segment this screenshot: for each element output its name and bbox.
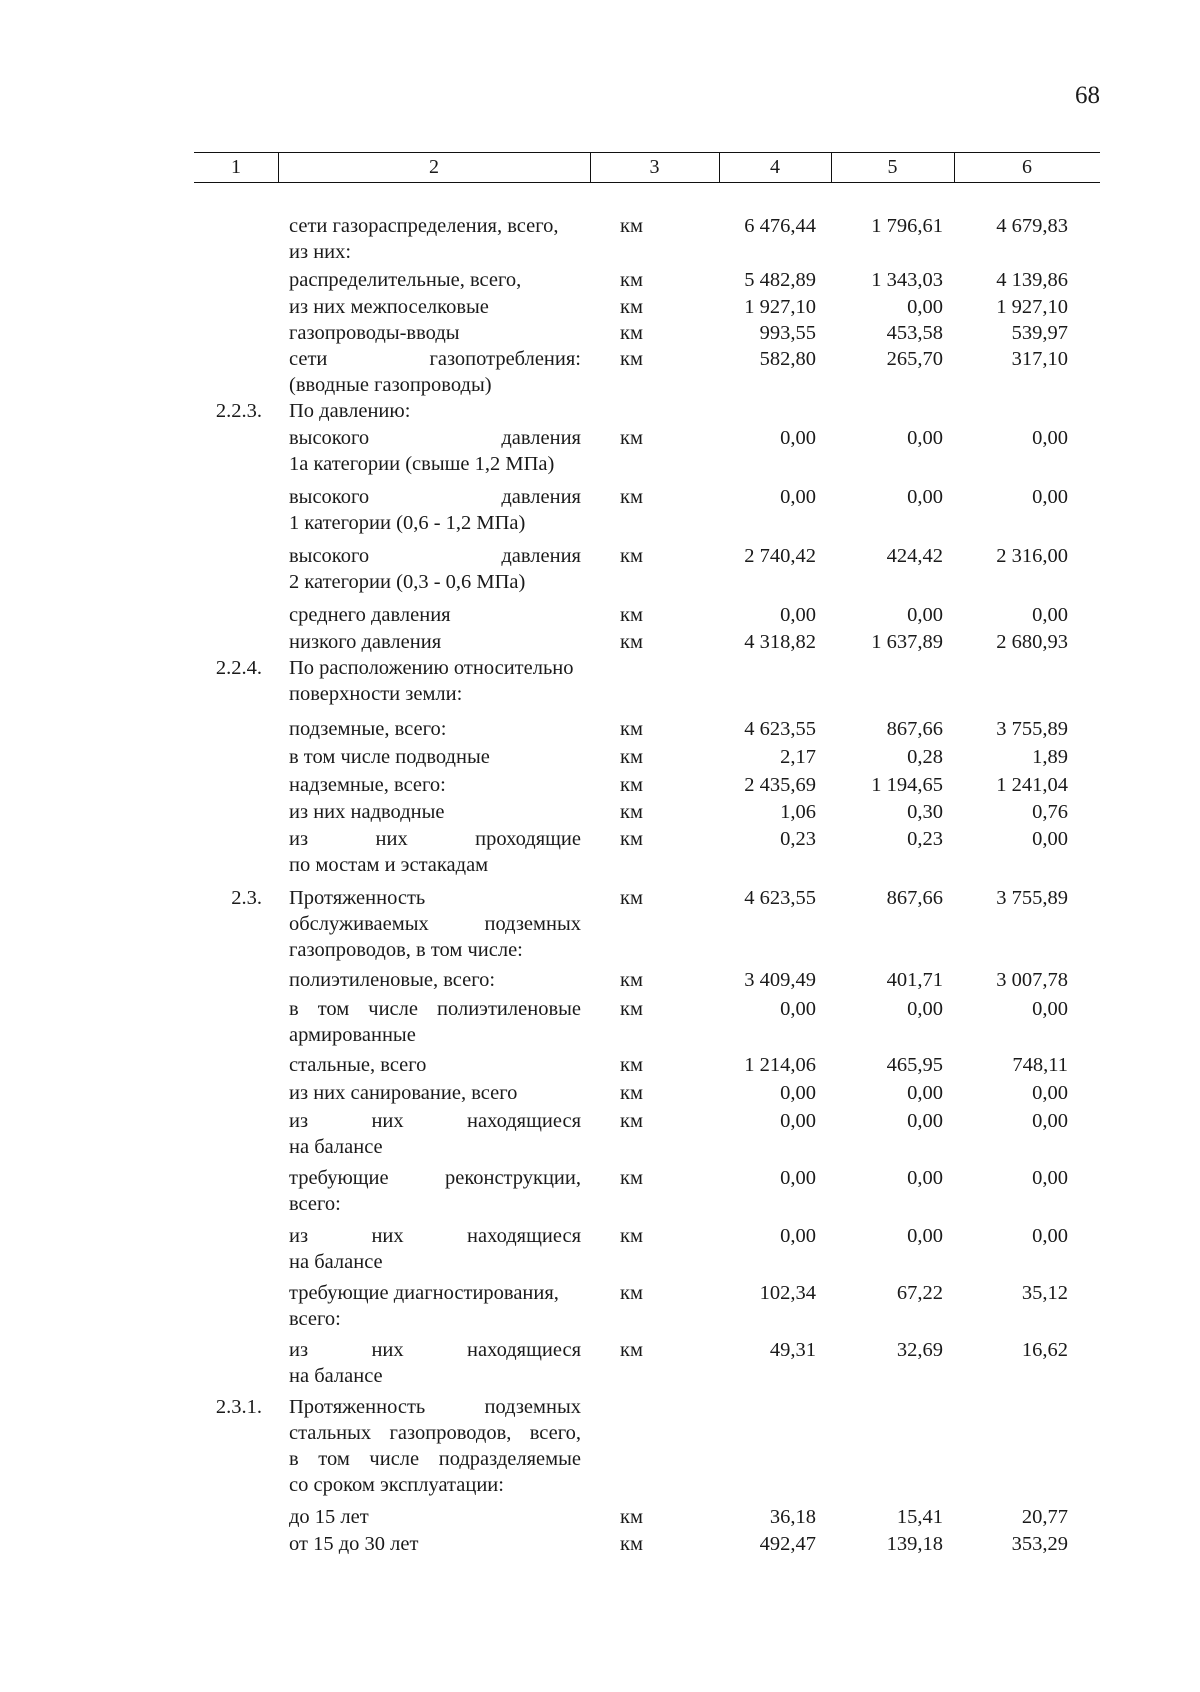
unit-cell: км	[620, 1533, 643, 1555]
value-col-6: 3 007,78	[996, 969, 1068, 991]
unit-cell: км	[620, 545, 643, 567]
value-col-6: 3 755,89	[996, 718, 1068, 740]
value-col-6: 539,97	[1011, 322, 1068, 344]
row-label-line: высокого давления	[289, 427, 581, 449]
row-label	[289, 716, 581, 742]
row-label-line: со сроком эксплуатации:	[289, 1474, 504, 1496]
unit-cell: км	[620, 486, 643, 508]
value-col-6: 0,00	[1032, 604, 1068, 626]
value-col-6: 20,77	[1021, 1506, 1068, 1528]
value-col-6: 0,00	[1032, 427, 1068, 449]
section-number: 2.3.	[231, 887, 262, 909]
row-label-line: всего:	[289, 1193, 341, 1215]
value-col-4: 2,17	[780, 746, 816, 768]
value-col-4: 4 623,55	[744, 718, 816, 740]
value-col-6: 0,00	[1032, 1082, 1068, 1104]
value-col-6: 0,00	[1032, 1110, 1068, 1132]
row-label-line: Протяженность подземных	[289, 1396, 581, 1418]
value-col-4: 2 740,42	[744, 545, 816, 567]
value-col-5: 424,42	[886, 545, 943, 567]
row-label-line: 1а категории (свыше 1,2 МПа)	[289, 453, 555, 475]
value-col-5: 32,69	[896, 1339, 943, 1361]
row-label-line: на балансе	[289, 1365, 383, 1387]
unit-cell: км	[620, 1054, 643, 1076]
value-col-5: 1 796,61	[871, 215, 943, 237]
value-col-4: 1 927,10	[744, 296, 816, 318]
page-number: 68	[1075, 82, 1100, 109]
row-label-line: 2 категории (0,3 - 0,6 МПа)	[289, 571, 526, 593]
section-number: 2.3.1.	[215, 1396, 262, 1418]
unit-cell: км	[620, 1339, 643, 1361]
row-label	[289, 602, 581, 628]
value-col-6: 0,76	[1032, 801, 1068, 823]
value-col-5: 0,00	[907, 604, 943, 626]
value-col-5: 139,18	[886, 1533, 943, 1555]
row-label-line: высокого давления	[289, 545, 581, 567]
row-label-line: надземные, всего:	[289, 774, 446, 796]
value-col-4: 0,00	[780, 1225, 816, 1247]
unit-cell: км	[620, 322, 643, 344]
value-col-6: 0,00	[1032, 1167, 1068, 1189]
row-label	[289, 772, 581, 798]
row-label-line: по мостам и эстакадам	[289, 854, 489, 876]
row-label-line: сети газопотребления:	[289, 348, 581, 370]
unit-cell: км	[620, 887, 643, 909]
row-label	[289, 1080, 581, 1106]
row-label	[289, 799, 581, 825]
value-col-5: 0,00	[907, 998, 943, 1020]
row-label-line: подземные, всего:	[289, 718, 447, 740]
value-col-6: 1 241,04	[996, 774, 1068, 796]
unit-cell: км	[620, 969, 643, 991]
value-col-5: 1 343,03	[871, 269, 943, 291]
row-label-line: Протяженность	[289, 887, 426, 909]
unit-cell: км	[620, 296, 643, 318]
value-col-4: 6 476,44	[744, 215, 816, 237]
value-col-5: 465,95	[886, 1054, 943, 1076]
value-col-5: 15,41	[896, 1506, 943, 1528]
row-label-line: всего:	[289, 1308, 341, 1330]
unit-cell: км	[620, 1225, 643, 1247]
header-col-3: 3	[590, 153, 720, 182]
unit-cell: км	[620, 1506, 643, 1528]
section-number: 2.2.3.	[215, 400, 262, 422]
value-col-5: 0,00	[907, 1110, 943, 1132]
value-col-6: 16,62	[1021, 1339, 1068, 1361]
row-label-line: По расположению относительно	[289, 657, 574, 679]
unit-cell: км	[620, 631, 643, 653]
value-col-6: 353,29	[1011, 1533, 1068, 1555]
row-label-line: из них находящиеся	[289, 1110, 581, 1132]
section-number: 2.2.4.	[215, 657, 262, 679]
value-col-5: 0,00	[907, 486, 943, 508]
value-col-5: 401,71	[886, 969, 943, 991]
value-col-6: 317,10	[1011, 348, 1068, 370]
row-label-line: высокого давления	[289, 486, 581, 508]
unit-cell: км	[620, 604, 643, 626]
row-label	[289, 967, 581, 993]
row-label	[289, 1165, 581, 1217]
row-label-line: требующие диагностирования,	[289, 1282, 559, 1304]
value-col-4: 4 623,55	[744, 887, 816, 909]
header-col-5: 5	[831, 153, 955, 182]
value-col-4: 0,00	[780, 604, 816, 626]
value-col-5: 453,58	[886, 322, 943, 344]
value-col-5: 0,00	[907, 1082, 943, 1104]
row-label-line: обслуживаемых подземных	[289, 913, 581, 935]
value-col-6: 0,00	[1032, 998, 1068, 1020]
row-label	[289, 1223, 581, 1275]
value-col-4: 0,00	[780, 427, 816, 449]
row-label-line: среднего давления	[289, 604, 451, 626]
value-col-4: 0,00	[780, 1167, 816, 1189]
value-col-4: 0,00	[780, 1110, 816, 1132]
value-col-4: 4 318,82	[744, 631, 816, 653]
value-col-6: 3 755,89	[996, 887, 1068, 909]
row-label	[289, 885, 581, 963]
unit-cell: км	[620, 998, 643, 1020]
row-label-line: из них:	[289, 241, 352, 263]
value-col-4: 492,47	[759, 1533, 816, 1555]
value-col-6: 0,00	[1032, 828, 1068, 850]
value-col-4: 2 435,69	[744, 774, 816, 796]
row-label	[289, 1052, 581, 1078]
row-label-line: сети газораспределения, всего,	[289, 215, 559, 237]
value-col-5: 0,30	[907, 801, 943, 823]
row-label-line: газопроводов, в том числе:	[289, 939, 523, 961]
header-col-2: 2	[278, 153, 591, 182]
value-col-6: 1 927,10	[996, 296, 1068, 318]
value-col-4: 1 214,06	[744, 1054, 816, 1076]
row-label	[289, 826, 581, 878]
unit-cell: км	[620, 1110, 643, 1132]
value-col-4: 0,00	[780, 1082, 816, 1104]
value-col-6: 748,11	[1012, 1054, 1068, 1076]
row-label-line: стальных газопроводов, всего,	[289, 1422, 581, 1444]
value-col-6: 2 680,93	[996, 631, 1068, 653]
row-label-line: в том числе полиэтиленовые	[289, 998, 581, 1020]
value-col-6: 1,89	[1032, 746, 1068, 768]
row-label	[289, 1504, 581, 1530]
row-label-line: 1 категории (0,6 - 1,2 МПа)	[289, 512, 526, 534]
row-label-line: из них проходящие	[289, 828, 581, 850]
value-col-6: 0,00	[1032, 486, 1068, 508]
value-col-4: 5 482,89	[744, 269, 816, 291]
row-label	[289, 213, 581, 265]
unit-cell: км	[620, 269, 643, 291]
value-col-6: 2 316,00	[996, 545, 1068, 567]
value-col-6: 0,00	[1032, 1225, 1068, 1247]
row-label-line: из них межпоселковые	[289, 296, 489, 318]
row-label-line: на балансе	[289, 1251, 383, 1273]
unit-cell: км	[620, 1282, 643, 1304]
value-col-4: 0,23	[780, 828, 816, 850]
row-label	[289, 294, 581, 320]
row-label	[289, 346, 581, 398]
row-label-line: до 15 лет	[289, 1506, 369, 1528]
value-col-5: 67,22	[896, 1282, 943, 1304]
unit-cell: км	[620, 1082, 643, 1104]
row-label	[289, 398, 581, 424]
value-col-5: 0,28	[907, 746, 943, 768]
header-col-1: 1	[194, 153, 279, 182]
row-label	[289, 655, 581, 707]
value-col-6: 4 139,86	[996, 269, 1068, 291]
unit-cell: км	[620, 801, 643, 823]
value-col-5: 0,00	[907, 1167, 943, 1189]
value-col-4: 36,18	[769, 1506, 816, 1528]
row-label-line: из них находящиеся	[289, 1339, 581, 1361]
value-col-5: 0,00	[907, 1225, 943, 1247]
row-label-line: полиэтиленовые, всего:	[289, 969, 496, 991]
row-label	[289, 1337, 581, 1389]
unit-cell: км	[620, 348, 643, 370]
value-col-4: 0,00	[780, 486, 816, 508]
row-label	[289, 629, 581, 655]
unit-cell: км	[620, 828, 643, 850]
value-col-6: 35,12	[1021, 1282, 1068, 1304]
row-label-line: в том числе подводные	[289, 746, 490, 768]
value-col-5: 867,66	[886, 718, 943, 740]
value-col-5: 0,23	[907, 828, 943, 850]
header-col-4: 4	[719, 153, 832, 182]
row-label-line: армированные	[289, 1024, 416, 1046]
row-label-line: на балансе	[289, 1136, 383, 1158]
row-label-line: По давлению:	[289, 400, 411, 422]
value-col-4: 102,34	[759, 1282, 816, 1304]
value-col-4: 582,80	[759, 348, 816, 370]
row-label-line: из них надводные	[289, 801, 445, 823]
unit-cell: км	[620, 718, 643, 740]
value-col-4: 1,06	[780, 801, 816, 823]
row-label	[289, 1108, 581, 1160]
value-col-4: 0,00	[780, 998, 816, 1020]
row-label-line: низкого давления	[289, 631, 442, 653]
row-label	[289, 744, 581, 770]
row-label-line: в том числе подразделяемые	[289, 1448, 581, 1470]
unit-cell: км	[620, 1167, 643, 1189]
row-label-line: требующие реконструкции,	[289, 1167, 581, 1189]
row-label-line: из них находящиеся	[289, 1225, 581, 1247]
row-label	[289, 996, 581, 1048]
row-label	[289, 1280, 581, 1332]
value-col-5: 0,00	[907, 296, 943, 318]
value-col-4: 993,55	[759, 322, 816, 344]
row-label-line: стальные, всего	[289, 1054, 427, 1076]
row-label-line: поверхности земли:	[289, 683, 463, 705]
unit-cell: км	[620, 746, 643, 768]
row-label-line: газопроводы-вводы	[289, 322, 460, 344]
value-col-6: 4 679,83	[996, 215, 1068, 237]
row-label-line: распределительные, всего,	[289, 269, 522, 291]
row-label	[289, 1394, 581, 1498]
value-col-4: 49,31	[769, 1339, 816, 1361]
row-label	[289, 267, 581, 293]
value-col-5: 1 194,65	[871, 774, 943, 796]
value-col-4: 3 409,49	[744, 969, 816, 991]
row-label	[289, 425, 581, 477]
value-col-5: 265,70	[886, 348, 943, 370]
row-label	[289, 1531, 581, 1557]
row-label-line: из них санирование, всего	[289, 1082, 518, 1104]
unit-cell: км	[620, 774, 643, 796]
row-label	[289, 320, 581, 346]
value-col-5: 1 637,89	[871, 631, 943, 653]
value-col-5: 867,66	[886, 887, 943, 909]
row-label	[289, 543, 581, 595]
row-label-line: (вводные газопроводы)	[289, 374, 492, 396]
unit-cell: км	[620, 427, 643, 449]
row-label-line: от 15 до 30 лет	[289, 1533, 419, 1555]
unit-cell: км	[620, 215, 643, 237]
value-col-5: 0,00	[907, 427, 943, 449]
header-col-6: 6	[1022, 156, 1032, 178]
row-label	[289, 484, 581, 536]
